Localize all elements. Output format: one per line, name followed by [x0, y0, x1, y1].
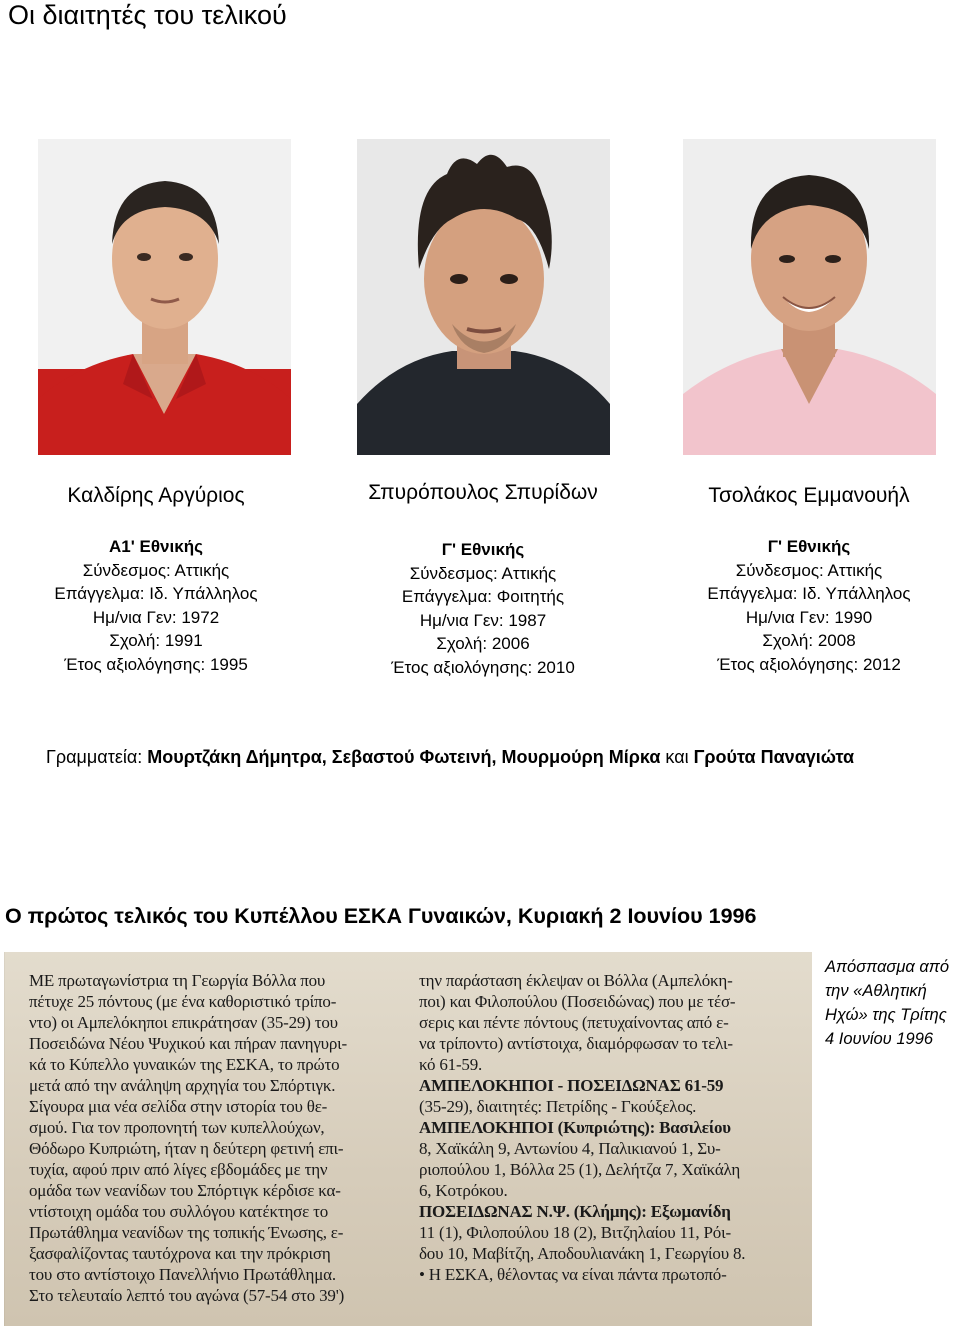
referee-photo-spyropoulos	[357, 139, 610, 455]
referee-profession: Επάγγελμα: Ιδ. Υπάλληλος	[54, 584, 258, 604]
secretariat-names-last: Γρούτα Παναγιώτα	[693, 747, 855, 767]
clipping-line: Ποσειδώνα Νέου Ψυχικού και πήραν πανηγυρι-	[29, 1034, 347, 1053]
clipping-line: (35-29), διαιτητές: Πετρίδης - Γκούξελος.	[419, 1097, 697, 1116]
caption-line: Ηχώ» της Τρίτης	[825, 1006, 947, 1024]
referee-evaluation-year: Έτος αξιολόγησης: 2012	[717, 654, 901, 674]
clipping-line: 11 (1), Φιλοπούλου 18 (2), Βιτζηλαίου 11, Ρόι-	[419, 1223, 731, 1242]
referee-profession: Επάγγελμα: Φοιτητής	[401, 587, 565, 607]
referee-league: Γ' Εθνικής	[767, 537, 851, 556]
clipping-line: ΑΜΠΕΛΟΚΗΠΟΙ - ΠΟΣΕΙΔΩΝΑΣ 61-59	[419, 1076, 724, 1095]
clipping-line: πέτυχε 25 πόντους (με ένα καθοριστικό τρίπο-	[29, 992, 337, 1011]
newspaper-clipping	[4, 952, 812, 1326]
secretariat-connector: και	[660, 747, 694, 767]
referee-league: Γ' Εθνικής	[441, 540, 525, 559]
caption-line: 4 Ιουνίου 1996	[825, 1030, 934, 1048]
referee-evaluation-year: Έτος αξιολόγησης: 2010	[391, 657, 575, 677]
clipping-line: Πρωτάθλημα νεανίδων της τοπικής Ένωσης, ε-	[29, 1223, 344, 1242]
referee-info-block	[352, 538, 614, 680]
clipping-line: ΠΟΣΕΙΔΩΝΑΣ Ν.Ψ. (Κλήμης): Εξωμανίδη	[419, 1202, 731, 1221]
secretariat-line	[46, 744, 854, 770]
referee-league: A1' Εθνικής	[109, 537, 203, 556]
clipping-column-right	[419, 970, 804, 1285]
referee-evaluation-year: Έτος αξιολόγησης: 1995	[64, 654, 248, 674]
referee-photo-kaldiris	[38, 139, 291, 455]
clipping-line: ομάδα των νεανίδων του Σπόρτιγκ κέρδισε κα-	[29, 1181, 341, 1200]
clipping-line: Σίγουρα μια νέα σελίδα στην ιστορία του θε-	[29, 1097, 328, 1116]
clipping-line: κό 61-59.	[419, 1055, 483, 1074]
clipping-line: μετά από την ανάληψη αρχηγία του Σπόρτιγκ.	[29, 1076, 336, 1095]
referee-birth-year: Ημ/νια Γεν: 1990	[745, 607, 873, 627]
section-title: Ο πρώτος τελικός του Κυπέλλου ΕΣΚΑ Γυναικών, Κυριακή 2 Ιουνίου 1996	[5, 904, 757, 928]
clipping-line: του στο αντίστοιχο Πανελλήνιο Πρωτάθλημα.	[29, 1265, 336, 1284]
clipping-line: 8, Χαϊκάλη 9, Αντωνίου 4, Παλικιανού 1, Συ-	[419, 1139, 721, 1158]
referee-birth-year: Ημ/νια Γεν: 1987	[419, 610, 547, 630]
clipping-line: την παράσταση έκλεψαν οι Βόλλα (Αμπελόκη-	[419, 971, 733, 990]
referee-school-year: Σχολή: 1991	[109, 631, 203, 651]
referee-association: Σύνδεσμος: Αττικής	[735, 560, 883, 580]
clipping-line: σμού. Για τον προπονητή των κυπελλούχων,	[29, 1118, 325, 1137]
clipping-line: κά το Κύπελλο γυναικών της ΕΣΚΑ, το πρώτο	[29, 1055, 340, 1074]
clipping-line: 6, Κοτρόκου.	[419, 1181, 508, 1200]
referee-name: Σπυρόπουλος Σπυρίδων	[368, 481, 598, 504]
secretariat-label: Γραμματεία:	[46, 747, 148, 767]
clipping-caption	[825, 955, 960, 1051]
clipping-line: • Η ΕΣΚΑ, θέλοντας να είναι πάντα πρωτοπό-	[419, 1265, 727, 1284]
referee-photo-tsolakos	[683, 139, 936, 455]
referee-info-block	[686, 535, 932, 677]
clipping-line: δου 10, Μαβίτζη, Αποδουλιανάκη 1, Γεωργίου 8.	[419, 1244, 746, 1263]
referee-info-block	[36, 535, 276, 677]
clipping-line: Στο τελευταίο λεπτό του αγώνα (57-54 στο 39')	[29, 1286, 345, 1305]
clipping-line: ξασφαλίζοντας ταυτόχρονα και την πρόκριση	[29, 1244, 331, 1263]
clipping-column-left	[29, 970, 409, 1306]
clipping-line: ριοπούλου 1, Βόλλα 25 (1), Δελήτζα 7, Χαϊκάλη	[419, 1160, 741, 1179]
clipping-line: ποι) και Φιλοπούλου (Ποσειδώνας) που με τέσ-	[419, 992, 736, 1011]
referee-association: Σύνδεσμος: Αττικής	[409, 563, 557, 583]
clipping-line: τυχία, αφού πριν από λίγες εβδομάδες με την	[29, 1160, 328, 1179]
caption-line: την «Αθλητική	[825, 982, 927, 1000]
caption-line: Απόσπασμα από	[825, 958, 950, 976]
page-title: Οι διαιτητές του τελικού	[8, 0, 287, 30]
clipping-line: σερις και πέντε πόντους (πετυχαίνοντας από ε-	[419, 1013, 729, 1032]
clipping-line: ντο) οι Αμπελόκηποι επικράτησαν (35-29) του	[29, 1013, 338, 1032]
clipping-line: Θόδωρο Κυπριώτη, ήταν η δεύτερη φετινή επι-	[29, 1139, 344, 1158]
clipping-line: ντίστοιχη ομάδα του συλλόγου κατέκτησε το	[29, 1202, 329, 1221]
referee-school-year: Σχολή: 2006	[436, 634, 530, 654]
referee-profession: Επάγγελμα: Ιδ. Υπάλληλος	[707, 584, 911, 604]
secretariat-names: Μουρτζάκη Δήμητρα, Σεβαστού Φωτεινή, Μουρμούρη Μίρκα	[147, 747, 661, 767]
clipping-line: ΜΕ πρωταγωνίστρια τη Γεωργία Βόλλα που	[29, 971, 326, 990]
referee-name: Καλδίρης Αργύριος	[67, 484, 245, 507]
clipping-line: να τρίποντο) αντίστοιχα, διαμόρφωσαν το τελι-	[419, 1034, 733, 1053]
referee-association: Σύνδεσμος: Αττικής	[82, 560, 230, 580]
referee-school-year: Σχολή: 2008	[762, 631, 856, 651]
referee-name: Τσολάκος Εμμανουήλ	[708, 484, 910, 507]
referee-birth-year: Ημ/νια Γεν: 1972	[92, 607, 220, 627]
clipping-line: ΑΜΠΕΛΟΚΗΠΟΙ (Κυπριώτης): Βασιλείου	[419, 1118, 731, 1137]
